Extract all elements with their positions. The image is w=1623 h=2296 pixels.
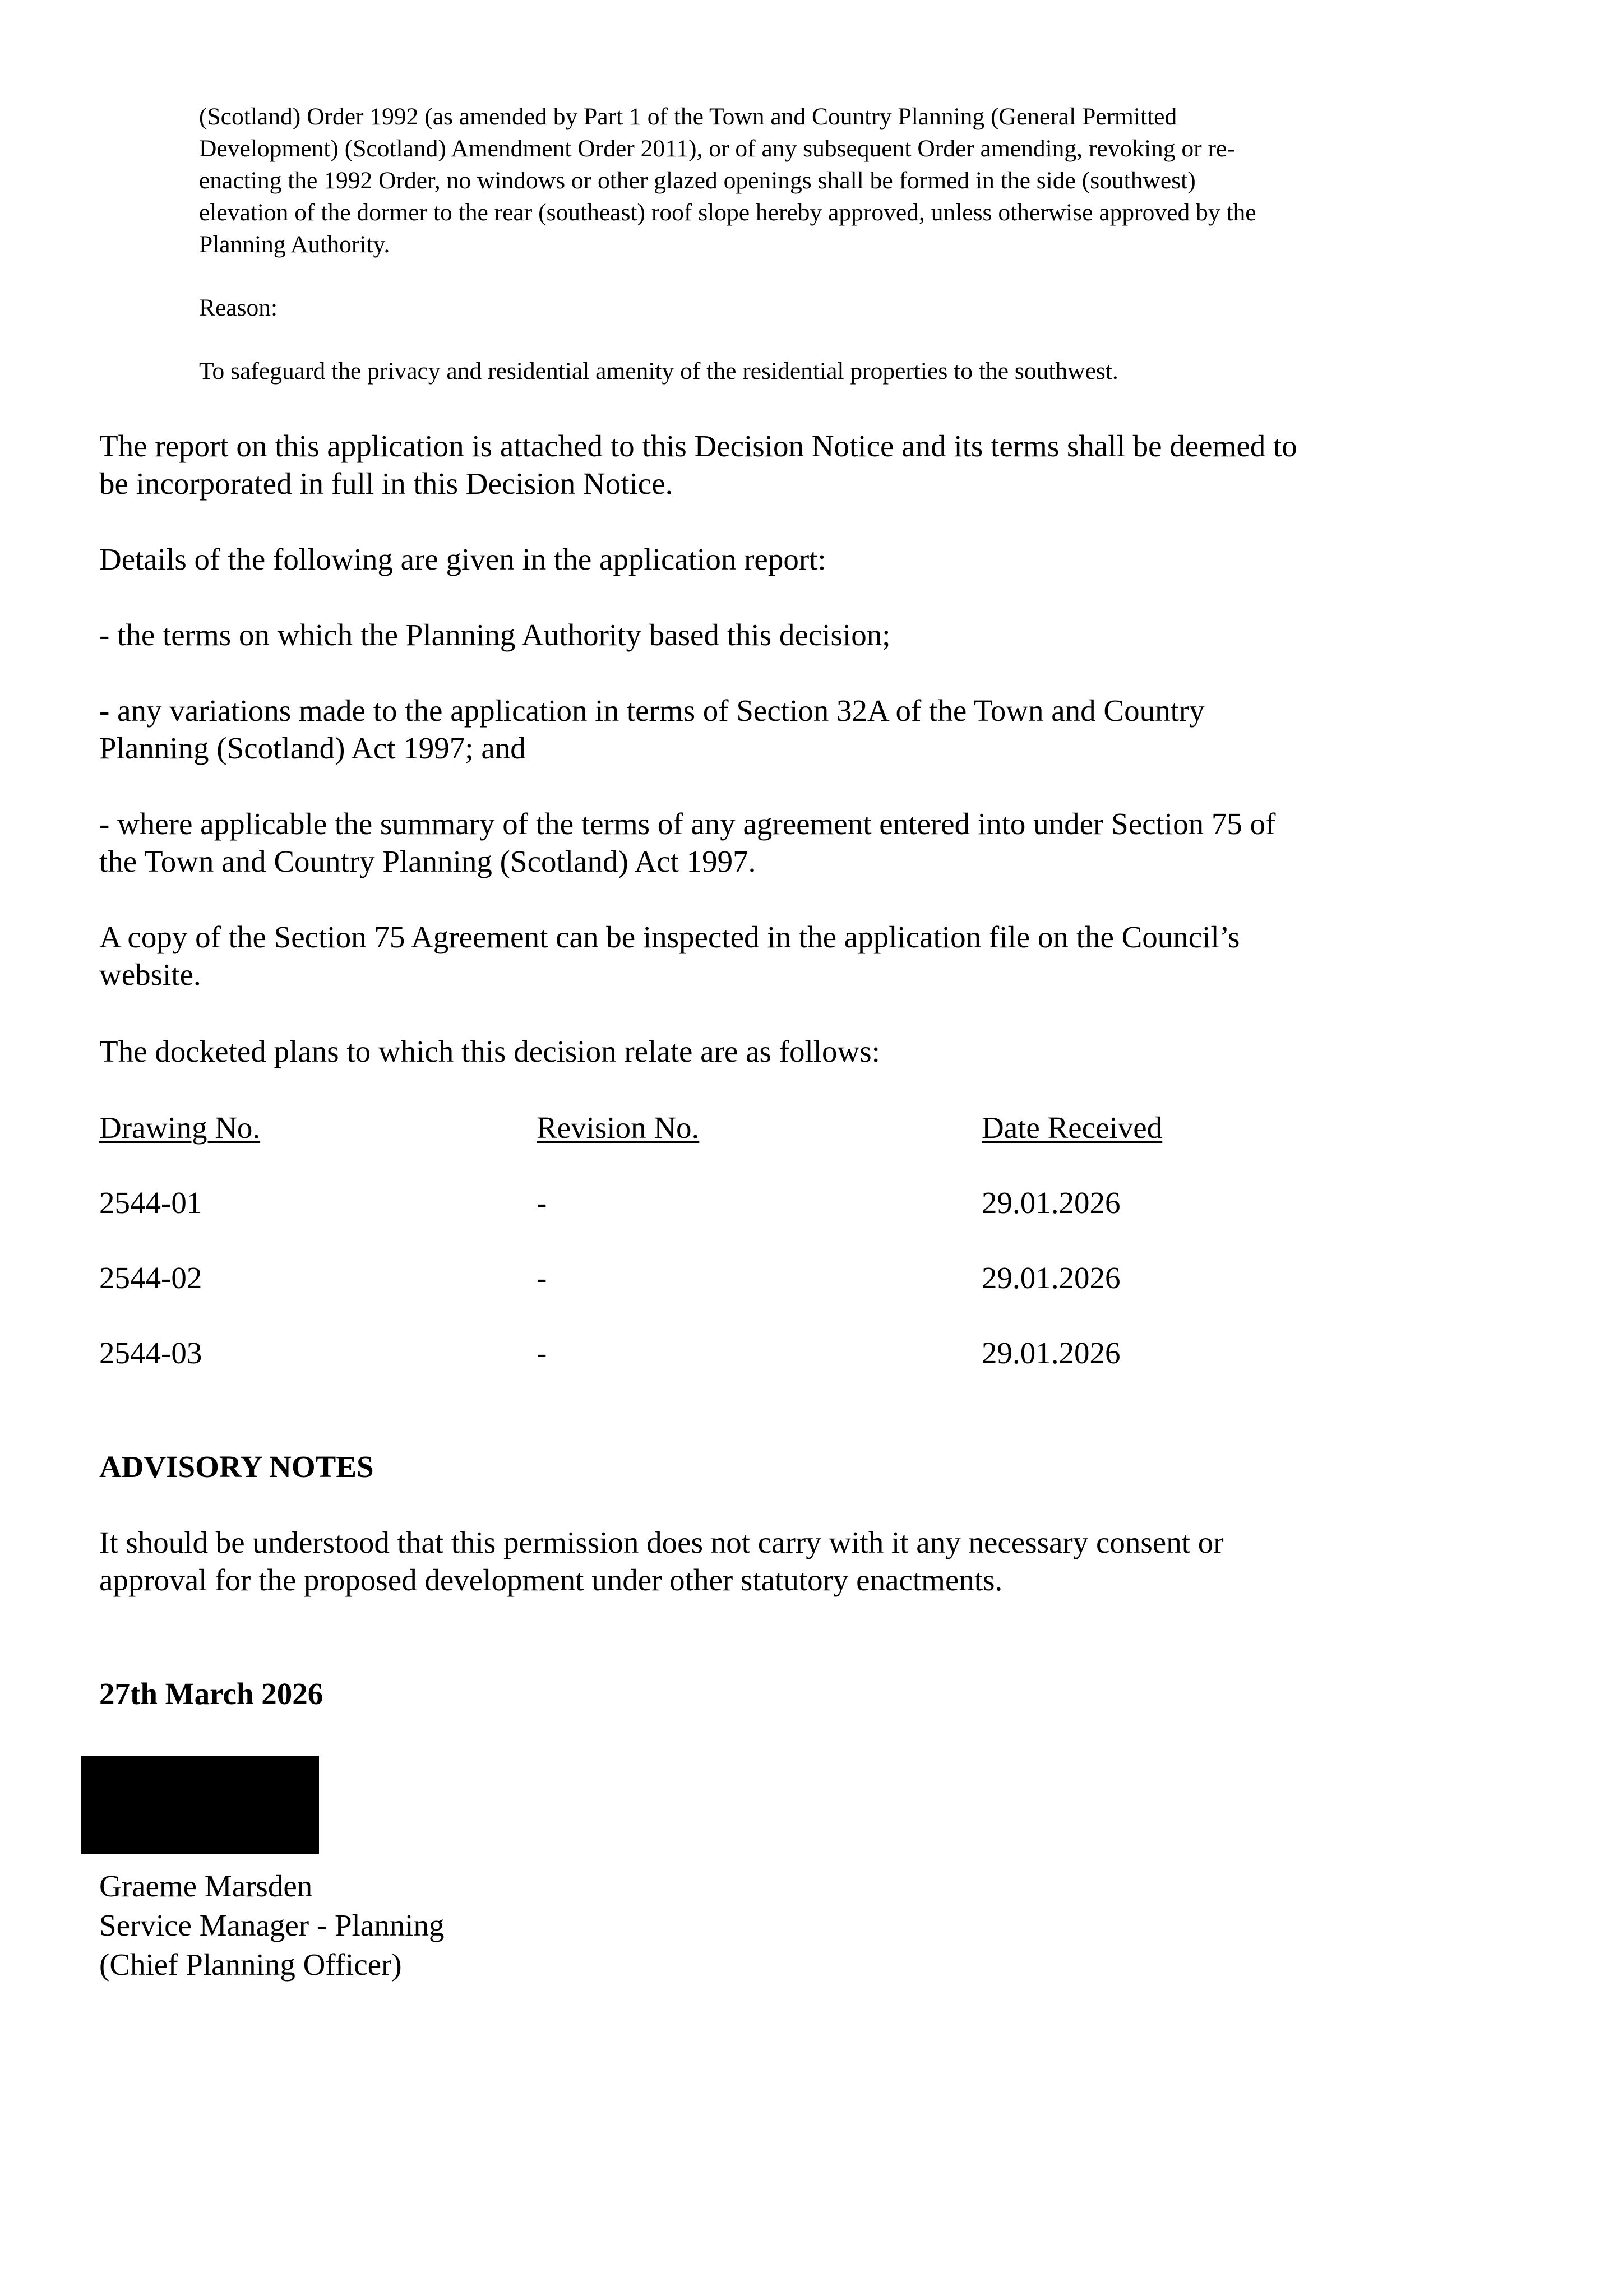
bullet-section75-line: the Town and Country Planning (Scotland) Act 1997.	[99, 844, 756, 878]
bullet-section75	[99, 805, 1417, 880]
bullet-section75-line: - where applicable the summary of the terms of any agreement entered into under Section 75 of	[99, 807, 1276, 841]
signatory-block	[99, 1867, 445, 1984]
report-attached-line: The report on this application is attached to this Decision Notice and its terms shall be deemed to	[99, 429, 1297, 463]
signatory-role: Service Manager - Planning	[99, 1908, 445, 1942]
condition-paragraph	[199, 101, 1416, 261]
signatory-name: Graeme Marsden	[99, 1869, 313, 1903]
docketed-plans-intro: The docketed plans to which this decision relate are as follows:	[99, 1034, 880, 1068]
revision-no-cell: -	[537, 1261, 547, 1295]
condition-line: (Scotland) Order 1992 (as amended by Part 1 of the Town and Country Planning (General Permitted	[199, 103, 1177, 130]
condition-line: Planning Authority.	[199, 231, 390, 258]
advisory-notes-heading: ADVISORY NOTES	[99, 1450, 374, 1484]
section75-copy-line: A copy of the Section 75 Agreement can be inspected in the application file on the Council’s	[99, 920, 1240, 954]
signatory-title: (Chief Planning Officer)	[99, 1947, 402, 1982]
revision-no-cell: -	[537, 1336, 547, 1370]
plans-header-row	[99, 1109, 1389, 1184]
decision-date: 27th March 2026	[99, 1677, 323, 1711]
reason-label: Reason:	[199, 294, 278, 321]
drawing-no-cell: 2544-01	[99, 1186, 202, 1220]
drawing-no-cell: 2544-02	[99, 1261, 202, 1295]
report-attached-paragraph	[99, 427, 1417, 502]
reason-text: To safeguard the privacy and residential amenity of the residential properties to the southwest.	[199, 358, 1118, 385]
bullet-variations	[99, 692, 1417, 767]
advisory-line: approval for the proposed development under other statutory enactments.	[99, 1563, 1003, 1597]
report-attached-line: be incorporated in full in this Decision Notice.	[99, 466, 673, 501]
header-revision-no: Revision No.	[537, 1110, 700, 1145]
date-received-cell: 29.01.2026	[982, 1261, 1121, 1295]
table-row	[99, 1184, 1389, 1259]
drawing-no-cell: 2544-03	[99, 1336, 202, 1370]
details-intro: Details of the following are given in the application report:	[99, 542, 826, 576]
section75-copy-line: website.	[99, 957, 201, 992]
condition-block	[199, 101, 1416, 387]
date-received-cell: 29.01.2026	[982, 1336, 1121, 1370]
bullet-variations-line: Planning (Scotland) Act 1997; and	[99, 731, 526, 765]
condition-line: Development) (Scotland) Amendment Order 2011), or of any subsequent Order amending, revoking or re-	[199, 135, 1235, 162]
condition-line: elevation of the dormer to the rear (southeast) roof slope hereby approved, unless otherwise approved by the	[199, 199, 1256, 226]
condition-line: enacting the 1992 Order, no windows or other glazed openings shall be formed in the side (southwest)	[199, 167, 1196, 194]
date-received-cell: 29.01.2026	[982, 1186, 1121, 1220]
table-row	[99, 1334, 1389, 1409]
advisory-notes-text	[99, 1524, 1417, 1599]
bullet-terms: - the terms on which the Planning Authority based this decision;	[99, 618, 891, 652]
section75-copy-paragraph	[99, 918, 1417, 993]
revision-no-cell: -	[537, 1186, 547, 1220]
table-row	[99, 1259, 1389, 1334]
signature-redaction	[81, 1756, 319, 1854]
docketed-plans-table	[99, 1109, 1389, 1409]
header-drawing-no: Drawing No.	[99, 1110, 261, 1145]
header-date-received: Date Received	[982, 1110, 1163, 1145]
advisory-line: It should be understood that this permission does not carry with it any necessary consent or	[99, 1525, 1224, 1559]
bullet-variations-line: - any variations made to the application in terms of Section 32A of the Town and Country	[99, 693, 1205, 728]
